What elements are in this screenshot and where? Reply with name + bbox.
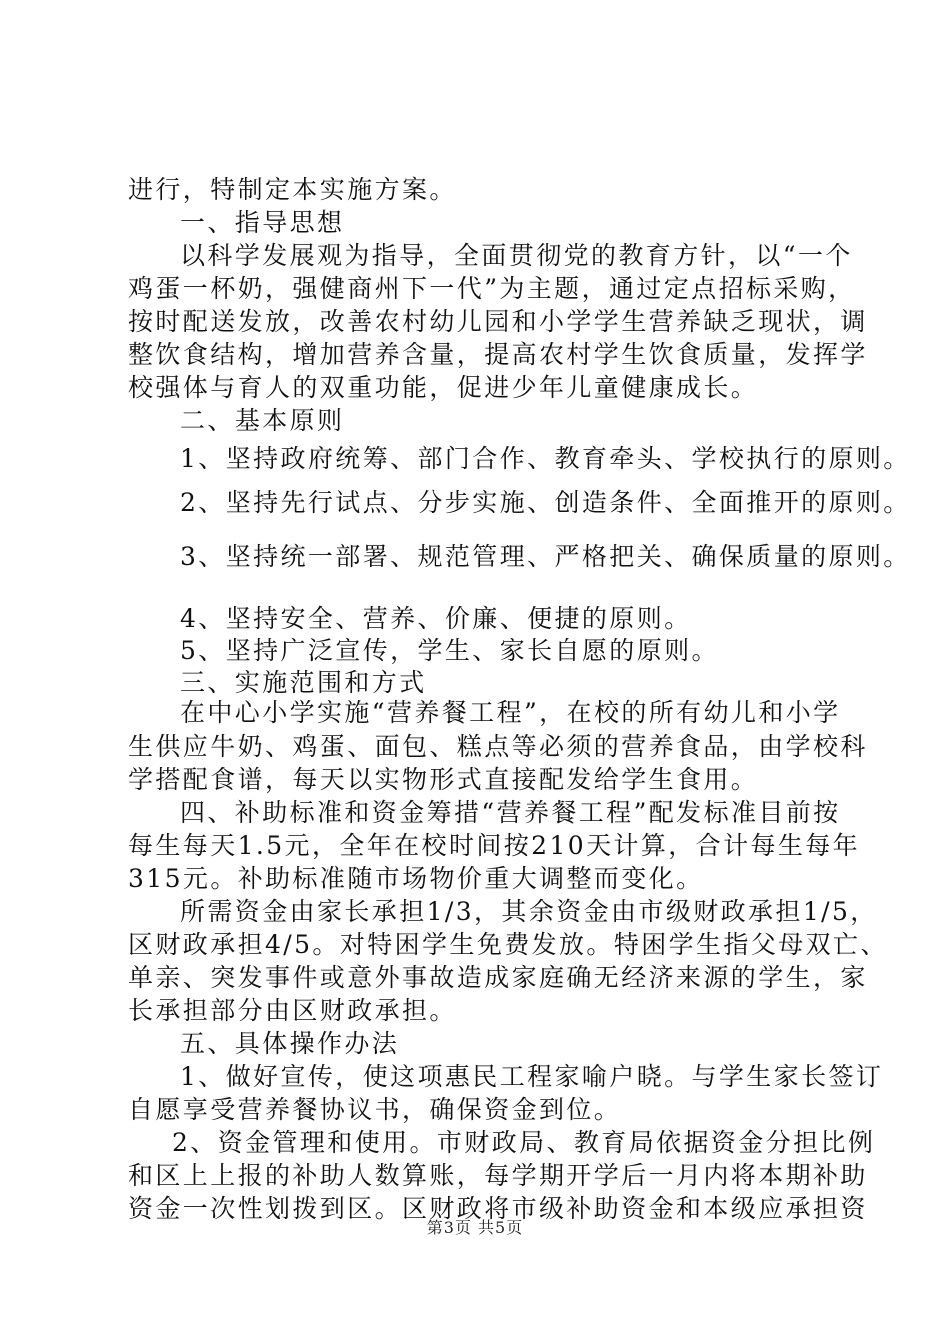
text-line: 整饮食结构，增加营养含量，提高农村学生饮食质量，发挥学: [128, 340, 868, 369]
text-line: 学搭配食谱，每天以实物形式直接配发给学生食用。: [128, 765, 759, 794]
text-line: 长承担部分由区财政承担。: [128, 996, 457, 1025]
section-heading: 一、指导思想: [180, 208, 345, 237]
text-line: 1、做好宣传，使这项惠民工程家喻户晓。与学生家长签订: [180, 1062, 884, 1091]
text-line: 生供应牛奶、鸡蛋、面包、糕点等必须的营养食品，由学校科: [128, 732, 868, 761]
text-line: 315元。补助标准随市场物价重大调整而变化。: [128, 864, 704, 893]
text-line: 单亲、突发事件或意外事故造成家庭确无经济来源的学生，家: [128, 963, 868, 992]
text-line: 以科学发展观为指导，全面贯彻党的教育方针，以“一个: [180, 241, 853, 270]
text-line: 按时配送发放，改善农村幼儿园和小学学生营养缺乏现状，调: [128, 307, 868, 336]
text-line: 所需资金由家长承担1/3，其余资金由市级财政承担1/5，: [180, 897, 878, 926]
principle-item: 5、坚持广泛宣传，学生、家长自愿的原则。: [180, 636, 719, 665]
principle-item: 1、坚持政府统筹、部门合作、教育牵头、学校执行的原则。: [180, 444, 911, 473]
text-line: 在中心小学实施“营养餐工程”，在校的所有幼儿和小学: [180, 698, 841, 727]
text-line: 鸡蛋一杯奶，强健商州下一代”为主题，通过定点招标采购，: [128, 274, 856, 303]
text-line: 自愿享受营养餐协议书，确保资金到位。: [128, 1095, 622, 1124]
text-line: 资金一次性划拨到区。区财政将市级补助资金和本级应承担资: [128, 1194, 868, 1223]
principle-item: 2、坚持先行试点、分步实施、创造条件、全面推开的原则。: [180, 488, 911, 517]
principle-item: 4、坚持安全、营养、价廉、便捷的原则。: [180, 604, 692, 633]
text-line: 和区上上报的补助人数算账，每学期开学后一月内将本期补助: [128, 1161, 868, 1190]
text-line: 2、资金管理和使用。市财政局、教育局依据资金分担比例: [172, 1128, 876, 1157]
section-heading: 四、补助标准和资金筹措“营养餐工程”配发标准目前按: [180, 798, 841, 827]
section-heading: 三、实施范围和方式: [180, 668, 427, 697]
text-line: 区财政承担4/5。对特困学生免费发放。特困学生指父母双亡、: [128, 930, 888, 959]
text-line: 校强体与育人的双重功能，促进少年儿童健康成长。: [128, 373, 759, 402]
page-number-footer: 第3页 共5页: [426, 1218, 524, 1237]
section-heading: 五、具体操作办法: [180, 1029, 400, 1058]
principle-item: 3、坚持统一部署、规范管理、严格把关、确保质量的原则。: [180, 542, 911, 571]
section-heading: 二、基本原则: [180, 406, 345, 435]
text-line: 每生每天1.5元，全年在校时间按210天计算，合计每生每年: [128, 831, 861, 860]
text-line: 进行，特制定本实施方案。: [128, 175, 457, 204]
